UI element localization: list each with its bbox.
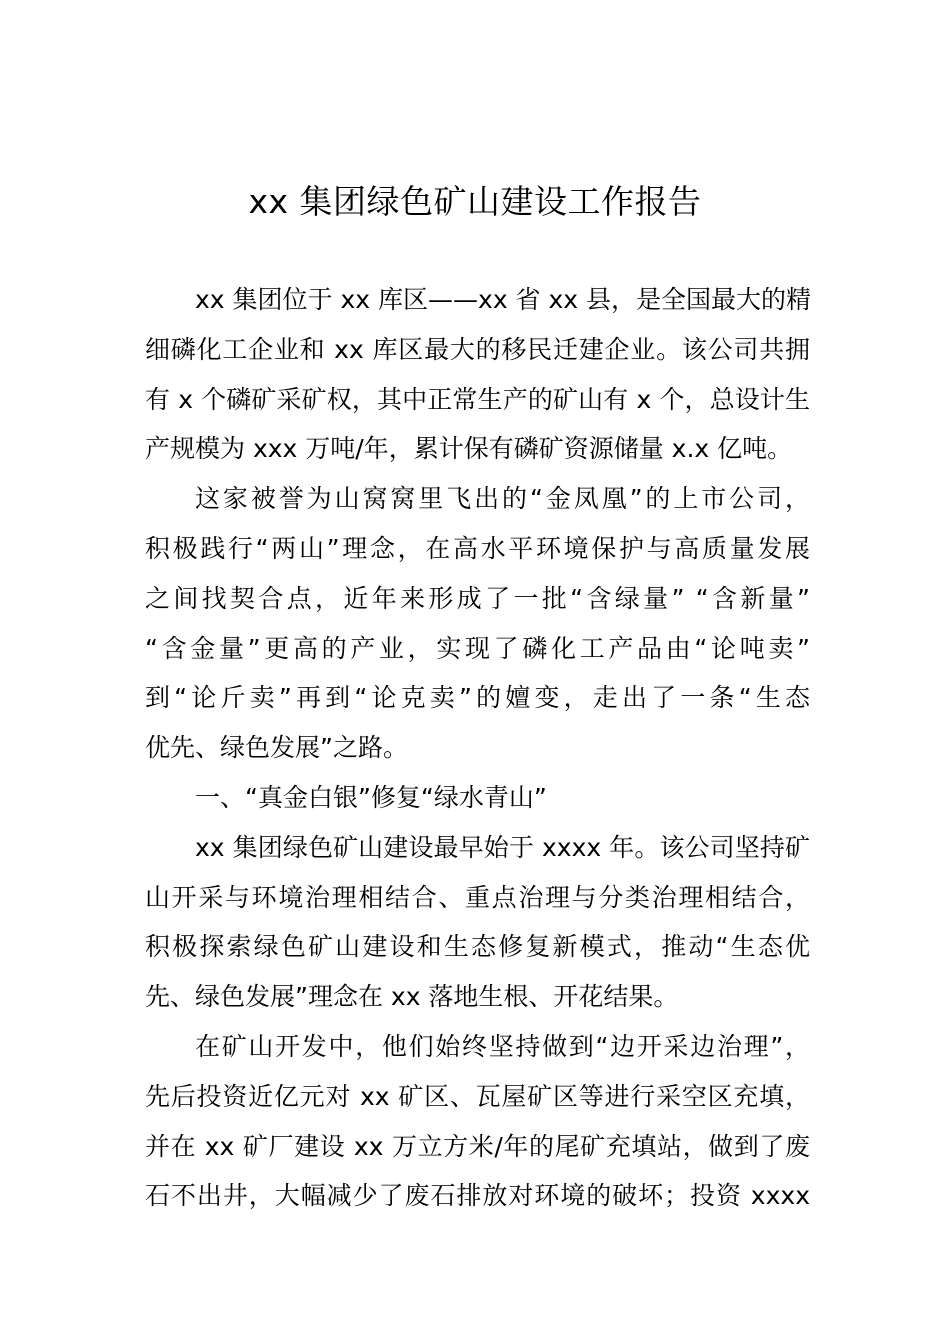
paragraph-line: 积极践行“两山”理念，在高水平环境保护与高质量发展 [145, 533, 810, 563]
section-heading: 一、“真金白银”修复“绿水青山” [195, 782, 547, 812]
paragraph-line: 产规模为 xxx 万吨/年，累计保有磷矿资源储量 x.x 亿吨。 [145, 434, 793, 464]
document-body [145, 275, 810, 1221]
paragraph-line: 在矿山开发中，他们始终坚持做到“边开采边治理”， [195, 1031, 810, 1061]
paragraph-line: 积极探索绿色矿山建设和生态修复新模式，推动“生态优 [145, 932, 810, 962]
paragraph-line: 之间找契合点，近年来形成了一批“含绿量” “含新量” [145, 583, 810, 613]
paragraph-line: 这家被誉为山窝窝里飞出的“金凤凰”的上市公司， [195, 484, 810, 514]
paragraph-line: 先、绿色发展”理念在 xx 落地生根、开花结果。 [145, 982, 679, 1012]
paragraph-line: “含金量”更高的产业，实现了磷化工产品由“论吨卖” [145, 633, 810, 663]
paragraph-line: 优先、绿色发展”之路。 [145, 733, 408, 763]
paragraph-line: 并在 xx 矿厂建设 xx 万立方米/年的尾矿充填站，做到了废 [145, 1131, 810, 1161]
paragraph-line: 细磷化工企业和 xx 库区最大的移民迁建企业。该公司共拥 [145, 334, 810, 364]
document-title: xx 集团绿色矿山建设工作报告 [248, 182, 702, 221]
paragraph-line: 到“论斤卖”再到“论克卖”的嬗变，走出了一条“生态 [145, 683, 810, 713]
paragraph-line: 山开采与环境治理相结合、重点治理与分类治理相结合， [145, 882, 810, 912]
paragraph-line: xx 集团位于 xx 库区——xx 省 xx 县，是全国最大的精 [195, 285, 812, 314]
paragraph-line: 石不出井，大幅减少了废石排放对环境的破坏；投资 xxxx [145, 1181, 810, 1211]
paragraph-line: 先后投资近亿元对 xx 矿区、瓦屋矿区等进行采空区充填， [145, 1081, 810, 1111]
paragraph-line: 有 x 个磷矿采矿权，其中正常生产的矿山有 x 个，总设计生 [145, 384, 810, 414]
paragraph-line: xx 集团绿色矿山建设最早始于 xxxx 年。该公司坚持矿 [195, 832, 810, 862]
